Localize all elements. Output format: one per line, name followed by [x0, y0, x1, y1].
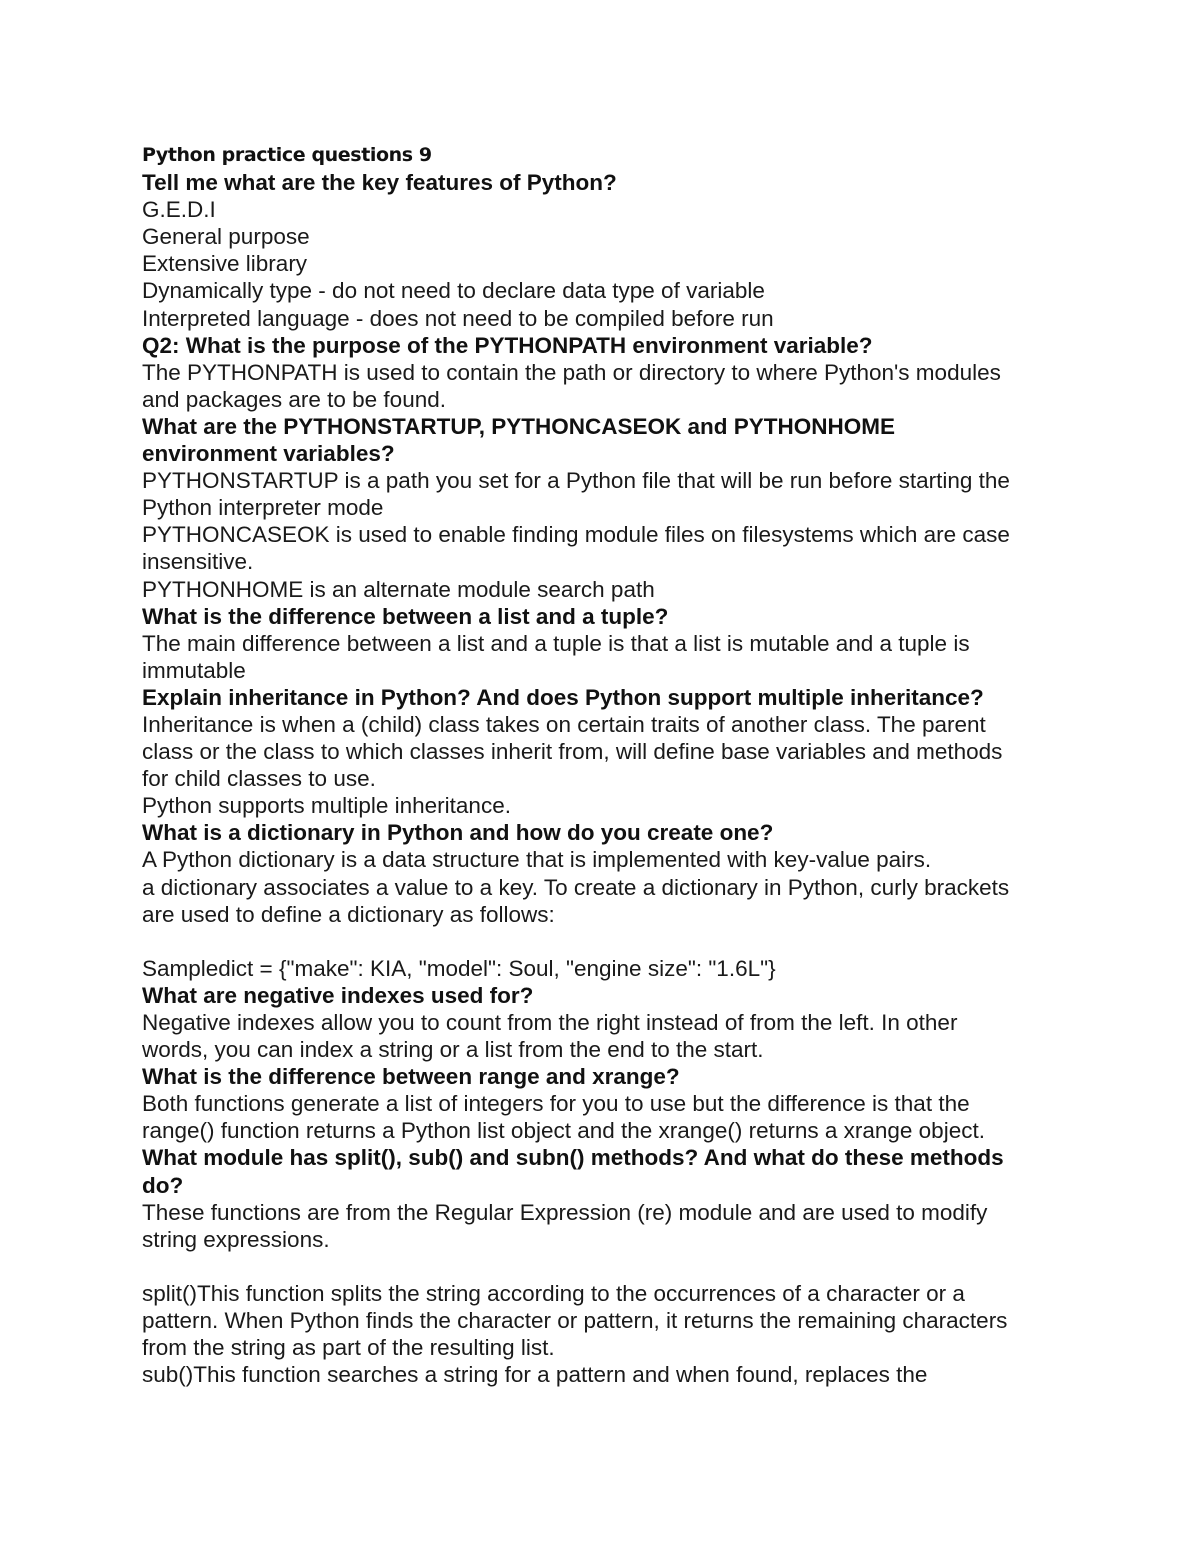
answer-line: string expressions.	[142, 1226, 330, 1252]
question-line: What are negative indexes used for?	[142, 982, 534, 1008]
answer-line: words, you can index a string or a list from the end to the start.	[142, 1037, 764, 1063]
answer-line: immutable	[142, 657, 246, 683]
question-line: Explain inheritance in Python? And does Python support multiple inheritance?	[142, 684, 984, 710]
answer-line: pattern. When Python finds the character or pattern, it returns the remaining characters	[142, 1308, 1008, 1334]
answer-line: The main difference between a list and a tuple is that a list is mutable and a tuple is	[142, 630, 970, 656]
question-line: What is a dictionary in Python and how do you create one?	[142, 820, 774, 846]
answer-line: PYTHONCASEOK is used to enable finding module files on filesystems which are case	[142, 522, 1010, 548]
answer-line: Inheritance is when a (child) class takes on certain traits of another class. The parent	[142, 711, 986, 737]
answer-line: Extensive library	[142, 251, 308, 277]
document-lines	[142, 169, 1062, 1388]
answer-line: Python supports multiple inheritance.	[142, 793, 511, 819]
answer-line: insensitive.	[142, 549, 254, 575]
answer-line: These functions are from the Regular Expression (re) module and are used to modify	[142, 1199, 988, 1225]
answer-line: Python interpreter mode	[142, 495, 384, 521]
answer-line: sub()This function searches a string for a pattern and when found, replaces the	[142, 1362, 928, 1388]
answer-line: class or the class to which classes inherit from, will define base variables and methods	[142, 739, 1003, 765]
question-line: Tell me what are the key features of Python?	[142, 170, 617, 196]
answer-line: and packages are to be found.	[142, 386, 446, 412]
answer-line: G.E.D.I	[142, 197, 216, 223]
answer-line: The PYTHONPATH is used to contain the path or directory to where Python's modules	[142, 359, 1001, 385]
answer-line: Sampledict = {"make": KIA, "model": Soul, "engine size": "1.6L"}	[142, 955, 776, 981]
answer-line: for child classes to use.	[142, 766, 376, 792]
answer-line: split()This function splits the string according to the occurrences of a character or a	[142, 1280, 965, 1306]
document-title: Python practice questions 9	[142, 144, 432, 166]
question-line: Q2: What is the purpose of the PYTHONPATH environment variable?	[142, 332, 873, 358]
answer-line: A Python dictionary is a data structure that is implemented with key-value pairs.	[142, 847, 932, 873]
question-line: What are the PYTHONSTARTUP, PYTHONCASEOK and PYTHONHOME	[142, 413, 895, 439]
question-line: do?	[142, 1172, 184, 1198]
answer-line: Dynamically type - do not need to declare data type of variable	[142, 278, 765, 304]
answer-line: a dictionary associates a value to a key. To create a dictionary in Python, curly brackets	[142, 874, 1010, 900]
question-line: What is the difference between a list and a tuple?	[142, 603, 669, 629]
answer-line: Both functions generate a list of integers for you to use but the difference is that the	[142, 1091, 970, 1117]
answer-line: from the string as part of the resulting list.	[142, 1335, 555, 1361]
answer-line: Interpreted language - does not need to be compiled before run	[142, 305, 774, 331]
document-body	[142, 142, 1062, 1388]
answer-line: General purpose	[142, 224, 310, 250]
answer-line: PYTHONSTARTUP is a path you set for a Python file that will be run before starting the	[142, 468, 1010, 494]
question-line: What is the difference between range and xrange?	[142, 1064, 680, 1090]
answer-line: range() function returns a Python list object and the xrange() returns a xrange object.	[142, 1118, 985, 1144]
answer-line: Negative indexes allow you to count from the right instead of from the left. In other	[142, 1010, 958, 1035]
blank-line	[142, 928, 1062, 955]
answer-line: PYTHONHOME is an alternate module search path	[142, 576, 655, 602]
question-line: environment variables?	[142, 441, 395, 467]
answer-line: are used to define a dictionary as follows:	[142, 901, 555, 927]
question-line: What module has split(), sub() and subn() methods? And what do these methods	[142, 1145, 1004, 1171]
blank-line	[142, 1253, 1062, 1280]
